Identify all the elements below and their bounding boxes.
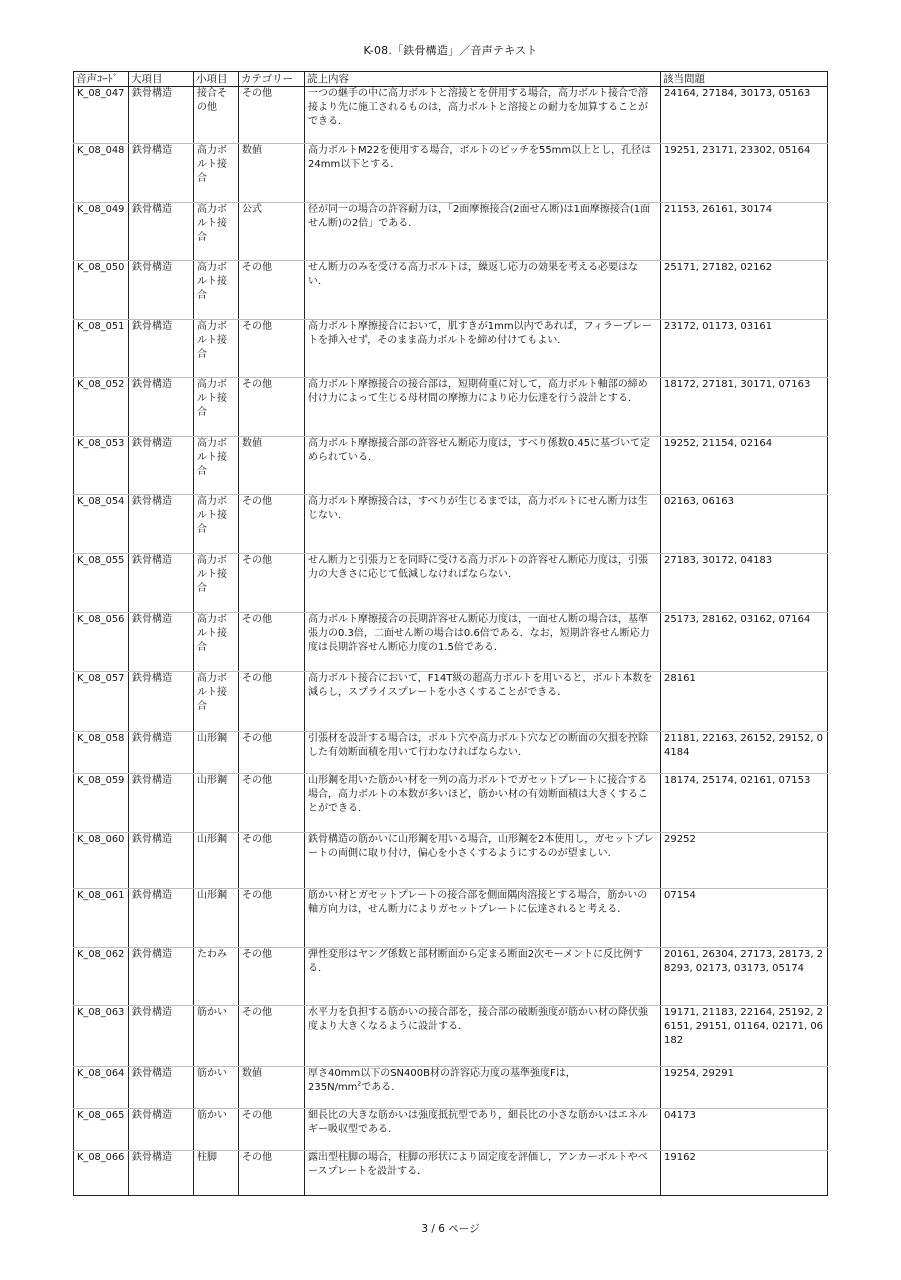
row-sub-item: 柱脚 (194, 1151, 239, 1196)
row-questions: 24164, 27184, 30173, 05163 (661, 87, 828, 144)
row-main-item: 鉄骨構造 (129, 1067, 194, 1109)
table-row (74, 732, 828, 774)
table-row (74, 87, 828, 144)
row-sub-item: 山形鋼 (194, 732, 239, 774)
row-sub-item: 高力ボルト接合 (194, 320, 239, 378)
row-category: その他 (239, 495, 305, 554)
page-title: K-08.「鉄骨構造」／音声テキスト (363, 44, 538, 57)
table-row (74, 1151, 828, 1196)
table-header-row (74, 72, 828, 87)
content-text-end: である． (361, 1082, 402, 1093)
row-questions: 28161 (661, 672, 828, 732)
table-row (74, 144, 828, 203)
row-main-item: 鉄骨構造 (129, 378, 194, 437)
row-category: その他 (239, 948, 305, 1006)
row-sub-item: たわみ (194, 948, 239, 1006)
row-questions: 20161, 26304, 27173, 28173, 28293, 02173, 03173, 05174 (661, 948, 828, 1006)
row-questions: 21153, 26161, 30174 (661, 203, 828, 261)
row-questions: 19254, 29291 (661, 1067, 828, 1109)
table-row (74, 437, 828, 495)
table-row (74, 672, 828, 732)
row-content: 細長比の大きな筋かいは強度抵抗型であり，細長比の小さな筋かいはエネルギー吸収型である． (305, 1109, 661, 1151)
row-questions: 23172, 01173, 03161 (661, 320, 828, 378)
row-code: K_08_062 (74, 948, 129, 1006)
row-sub-item: 高力ボルト接合 (194, 261, 239, 320)
row-content: 径が同一の場合の許容耐力は，「2面摩擦接合(2面せん断)は1面摩擦接合(1面せん断)の2倍」である． (305, 203, 661, 261)
strength-value: 235N/mm (308, 1082, 358, 1093)
column-header-sub-item: 小項目 (194, 72, 239, 87)
page-number: 3 / 6 ページ (421, 1223, 480, 1235)
table-row (74, 774, 828, 833)
row-code: K_08_050 (74, 261, 129, 320)
row-sub-item: 筋かい (194, 1067, 239, 1109)
row-questions: 19171, 21183, 22164, 25192, 26151, 29151, 01164, 02171, 06182 (661, 1006, 828, 1067)
content-text: 厚さ40mm以下のSN400B材の許容応力度の基準強度Fは， (308, 1068, 576, 1079)
table-row (74, 378, 828, 437)
table-row (74, 948, 828, 1006)
row-questions: 29252 (661, 833, 828, 889)
row-content: 引張材を設計する場合は，ボルト穴や高力ボルト穴などの断面の欠損を控除した有効断面積を用いて行わなければならない． (305, 732, 661, 774)
row-main-item: 鉄骨構造 (129, 1006, 194, 1067)
row-main-item: 鉄骨構造 (129, 774, 194, 833)
row-main-item: 鉄骨構造 (129, 495, 194, 554)
table-row (74, 1006, 828, 1067)
row-questions: 21181, 22163, 26152, 29152, 04184 (661, 732, 828, 774)
row-category: その他 (239, 1006, 305, 1067)
table-row (74, 613, 828, 672)
row-main-item: 鉄骨構造 (129, 732, 194, 774)
row-sub-item: 高力ボルト接合 (194, 554, 239, 613)
row-content: 高力ボルトM22を使用する場合，ボルトのピッチを55mm以上とし，孔径は24mm以下とする． (305, 144, 661, 203)
row-code: K_08_049 (74, 203, 129, 261)
row-category: その他 (239, 1151, 305, 1196)
row-main-item: 鉄骨構造 (129, 437, 194, 495)
row-questions: 25173, 28162, 03162, 07164 (661, 613, 828, 672)
row-content: 高力ボルト摩擦接合において，肌すきが1mm以内であれば，フィラープレートを挿入せず，そのまま高力ボルトを締め付けてもよい． (305, 320, 661, 378)
row-code: K_08_059 (74, 774, 129, 833)
row-sub-item: 高力ボルト接合 (194, 378, 239, 437)
row-main-item: 鉄骨構造 (129, 672, 194, 732)
row-sub-item: 筋かい (194, 1006, 239, 1067)
row-sub-item: 接合その他 (194, 87, 239, 144)
table-row (74, 833, 828, 889)
row-content: 高力ボルト摩擦接合の長期許容せん断応力度は，一面せん断の場合は，基準張力の0.3倍，二面せん断の場合は0.6倍である．なお，短期許容せん断応力度は長期許容せん断応力度の1.5倍である． (305, 613, 661, 672)
row-questions: 19251, 23171, 23302, 05164 (661, 144, 828, 203)
superscript-exponent: 2 (357, 1080, 362, 1088)
row-content: せん断力のみを受ける高力ボルトは，繰返し応力の効果を考える必要はない． (305, 261, 661, 320)
row-code: K_08_058 (74, 732, 129, 774)
row-content: 高力ボルト摩擦接合部の許容せん断応力度は，すべり係数0.45に基づいて定められている． (305, 437, 661, 495)
row-code: K_08_064 (74, 1067, 129, 1109)
row-content: 筋かい材とガセットプレートの接合部を側面隅肉溶接とする場合，筋かいの軸方向力は，せん断力によりガセットプレートに伝達されると考える． (305, 889, 661, 948)
row-code: K_08_060 (74, 833, 129, 889)
row-questions: 04173 (661, 1109, 828, 1151)
table-row (74, 495, 828, 554)
row-code: K_08_054 (74, 495, 129, 554)
row-content: 水平力を負担する筋かいの接合部を，接合部の破断強度が筋かい材の降伏強度より大きくなるように設計する． (305, 1006, 661, 1067)
row-content: 露出型柱脚の場合，柱脚の形状により固定度を評価し，アンカーボルトやベースプレートを設計する． (305, 1151, 661, 1196)
row-code: K_08_055 (74, 554, 129, 613)
column-header-questions: 該当問題 (661, 72, 828, 87)
row-main-item: 鉄骨構造 (129, 144, 194, 203)
row-content: 高力ボルト摩擦接合の接合部は，短期荷重に対して，高力ボルト軸部の締め付け力によって生じる母材間の摩擦力により応力伝達を行う設計とする． (305, 378, 661, 437)
row-main-item: 鉄骨構造 (129, 87, 194, 144)
row-code: K_08_047 (74, 87, 129, 144)
row-sub-item: 高力ボルト接合 (194, 495, 239, 554)
row-category: その他 (239, 774, 305, 833)
row-category: その他 (239, 554, 305, 613)
row-category: その他 (239, 672, 305, 732)
row-main-item: 鉄骨構造 (129, 320, 194, 378)
row-category: 数値 (239, 437, 305, 495)
row-main-item: 鉄骨構造 (129, 1109, 194, 1151)
row-category: その他 (239, 261, 305, 320)
row-questions: 18174, 25174, 02161, 07153 (661, 774, 828, 833)
row-sub-item: 高力ボルト接合 (194, 613, 239, 672)
row-sub-item: 高力ボルト接合 (194, 203, 239, 261)
row-questions: 18172, 27181, 30171, 07163 (661, 378, 828, 437)
row-category: その他 (239, 613, 305, 672)
row-code: K_08_051 (74, 320, 129, 378)
row-main-item: 鉄骨構造 (129, 1151, 194, 1196)
row-sub-item: 高力ボルト接合 (194, 437, 239, 495)
row-content: 山形鋼を用いた筋かい材を一列の高力ボルトでガセットプレートに接合する場合，高力ボルトの本数が多いほど，筋かい材の有効断面積は大きくすることができる． (305, 774, 661, 833)
row-category: その他 (239, 889, 305, 948)
row-questions: 25171, 27182, 02162 (661, 261, 828, 320)
table-row (74, 261, 828, 320)
row-code: K_08_065 (74, 1109, 129, 1151)
row-content (305, 1067, 661, 1109)
row-main-item: 鉄骨構造 (129, 203, 194, 261)
column-header-code: 音声ｺｰﾄﾞ (74, 72, 129, 87)
row-questions: 02163, 06163 (661, 495, 828, 554)
row-code: K_08_057 (74, 672, 129, 732)
row-content: 高力ボルト接合において，F14T級の超高力ボルトを用いると，ボルト本数を減らし，スプライスプレートを小さくすることができる． (305, 672, 661, 732)
row-main-item: 鉄骨構造 (129, 613, 194, 672)
row-questions: 19162 (661, 1151, 828, 1196)
row-content: 一つの継手の中に高力ボルトと溶接とを併用する場合，高力ボルト接合で溶接より先に施工されるものは，高力ボルトと溶接との耐力を加算することができる． (305, 87, 661, 144)
row-main-item: 鉄骨構造 (129, 261, 194, 320)
row-main-item: 鉄骨構造 (129, 889, 194, 948)
row-code: K_08_066 (74, 1151, 129, 1196)
row-questions: 19252, 21154, 02164 (661, 437, 828, 495)
row-category: 数値 (239, 1067, 305, 1109)
row-category: 公式 (239, 203, 305, 261)
table-row (74, 554, 828, 613)
row-content: せん断力と引張力とを同時に受ける高力ボルトの許容せん断応力度は，引張力の大きさに応じて低減しなければならない． (305, 554, 661, 613)
voice-text-table (73, 71, 828, 1196)
row-sub-item: 高力ボルト接合 (194, 672, 239, 732)
row-sub-item: 山形鋼 (194, 774, 239, 833)
table-row (74, 1067, 828, 1109)
row-sub-item: 筋かい (194, 1109, 239, 1151)
row-category: その他 (239, 87, 305, 144)
row-sub-item: 高力ボルト接合 (194, 144, 239, 203)
column-header-main-item: 大項目 (129, 72, 194, 87)
row-questions: 07154 (661, 889, 828, 948)
row-code: K_08_063 (74, 1006, 129, 1067)
row-code: K_08_061 (74, 889, 129, 948)
row-category: その他 (239, 732, 305, 774)
row-code: K_08_052 (74, 378, 129, 437)
table-row (74, 889, 828, 948)
row-content: 弾性変形はヤング係数と部材断面から定まる断面2次モーメントに反比例する． (305, 948, 661, 1006)
row-category: その他 (239, 1109, 305, 1151)
row-code: K_08_053 (74, 437, 129, 495)
row-sub-item: 山形鋼 (194, 889, 239, 948)
column-header-content: 読上内容 (305, 72, 661, 87)
table-row (74, 1109, 828, 1151)
row-category: 数値 (239, 144, 305, 203)
row-category: その他 (239, 378, 305, 437)
row-main-item: 鉄骨構造 (129, 833, 194, 889)
row-sub-item: 山形鋼 (194, 833, 239, 889)
row-main-item: 鉄骨構造 (129, 554, 194, 613)
row-code: K_08_048 (74, 144, 129, 203)
row-main-item: 鉄骨構造 (129, 948, 194, 1006)
row-content: 鉄骨構造の筋かいに山形鋼を用いる場合，山形鋼を2本使用し，ガセットプレートの両側に取り付け，偏心を小さくするようにするのが望ましい． (305, 833, 661, 889)
column-header-category: カテゴリー (239, 72, 305, 87)
row-code: K_08_056 (74, 613, 129, 672)
row-category: その他 (239, 833, 305, 889)
row-questions: 27183, 30172, 04183 (661, 554, 828, 613)
row-content: 高力ボルト摩擦接合は，すべりが生じるまでは，高力ボルトにせん断力は生じない． (305, 495, 661, 554)
table-row (74, 320, 828, 378)
table-row (74, 203, 828, 261)
row-category: その他 (239, 320, 305, 378)
